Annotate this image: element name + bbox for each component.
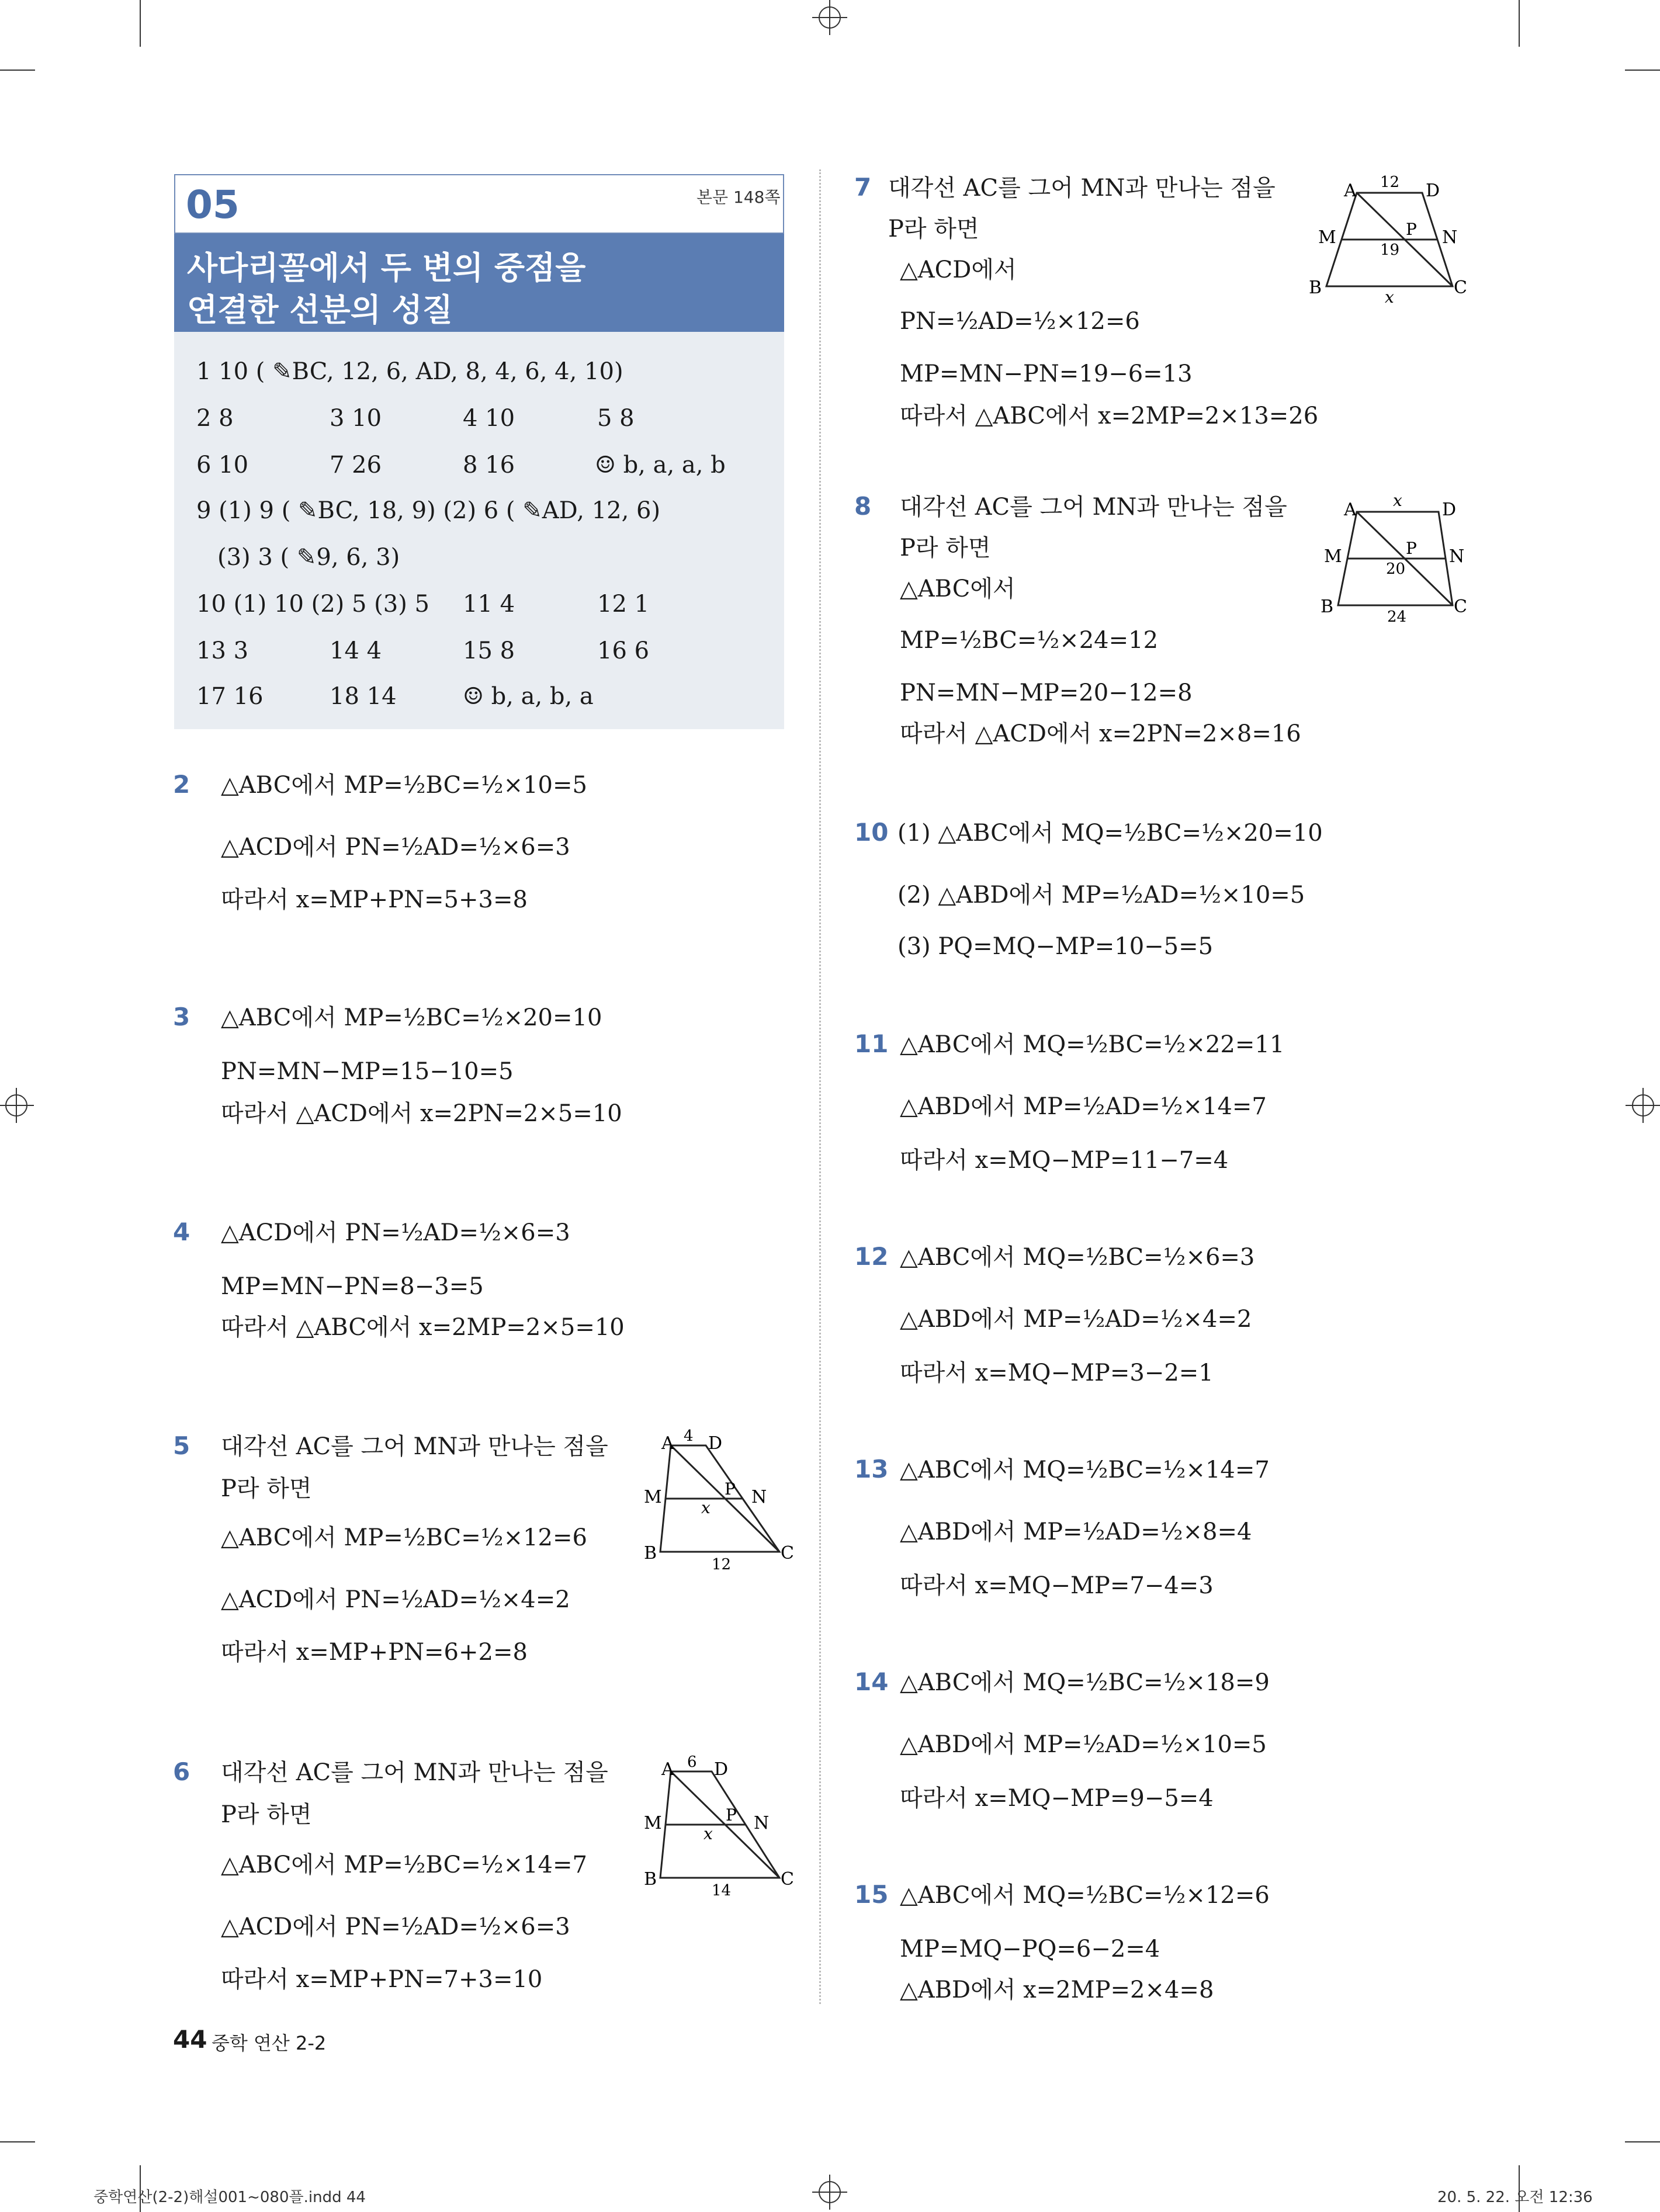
label-d: D (1442, 500, 1457, 520)
solution-14-line-2: △ABD에서 MP=½AD=½×10=5 (900, 1731, 1267, 1758)
solution-12-line-2: △ABD에서 MP=½AD=½×4=2 (900, 1306, 1252, 1333)
section-title-line-1: 사다리꼴에서 두 변의 중점을 (187, 249, 586, 286)
label-a: A (661, 1433, 674, 1454)
solution-10-number: 10 (854, 818, 889, 847)
answer-4: 4 10 (463, 405, 515, 432)
label-a: A (661, 1759, 674, 1780)
label-m: M (1318, 227, 1336, 248)
label-d: D (708, 1433, 723, 1454)
label-c: C (1454, 278, 1467, 298)
answer-8: 8 16 (463, 452, 515, 479)
print-date: 20. 5. 22. 오전 12:36 (1437, 2189, 1593, 2206)
solution-5-number: 5 (173, 1431, 190, 1460)
book-title: 중학 연산 2-2 (212, 2032, 327, 2054)
solution-15-line-3: △ABD에서 x=2MP=2×4=8 (900, 1977, 1214, 2003)
label-b: B (644, 1869, 657, 1889)
answer-9: 9 (1) 9 ( ✎BC, 18, 9) (2) 6 ( ✎AD, 12, 6) (196, 497, 661, 524)
solution-3-line-1: △ABC에서 MP=½BC=½×20=10 (221, 1004, 602, 1031)
answer-9-part-3: (3) 3 ( ✎9, 6, 3) (217, 544, 400, 571)
solution-3-number: 3 (173, 1003, 190, 1031)
label-b: B (1321, 597, 1334, 617)
label-b: B (1309, 278, 1322, 298)
solution-11-line-2: △ABD에서 MP=½AD=½×14=7 (900, 1093, 1267, 1120)
smile-note-2: ☺ b, a, b, a (463, 683, 594, 710)
file-name: 중학연산(2-2)해설001~080플.indd 44 (93, 2189, 366, 2206)
top-length: 12 (1380, 174, 1400, 191)
bottom-length: 24 (1387, 608, 1407, 626)
solution-14-line-3: 따라서 x=MQ−MP=9−5=4 (900, 1785, 1214, 1812)
solution-5-line-5: 따라서 x=MP+PN=6+2=8 (221, 1639, 528, 1666)
solution-8-number: 8 (854, 492, 872, 521)
section-title-line-2: 연결한 선분의 성질 (187, 292, 453, 328)
trapezoid-diagram-6 (643, 1752, 795, 1904)
solution-7-line-1: 대각선 AC를 그어 MN과 만나는 점을 (888, 175, 1276, 202)
solution-12-line-3: 따라서 x=MQ−MP=3−2=1 (900, 1360, 1214, 1386)
bottom-length: 12 (712, 1556, 732, 1573)
label-p: P (1406, 539, 1417, 558)
solution-8-line-6: 따라서 △ACD에서 x=2PN=2×8=16 (900, 720, 1301, 747)
label-c: C (781, 1543, 794, 1563)
trapezoid-diagram-5 (643, 1426, 795, 1577)
column-divider (819, 169, 821, 2004)
solution-15-line-2: MP=MQ−PQ=6−2=4 (900, 1936, 1160, 1963)
solution-7-number: 7 (854, 173, 872, 202)
mid-length: x (701, 1498, 711, 1517)
solution-14-line-1: △ABC에서 MQ=½BC=½×18=9 (900, 1669, 1270, 1696)
solution-12-line-1: △ABC에서 MQ=½BC=½×6=3 (900, 1244, 1255, 1271)
solution-2-number: 2 (173, 770, 190, 799)
mid-length: 20 (1386, 560, 1406, 578)
solution-8-line-4: MP=½BC=½×24=12 (900, 627, 1159, 654)
solution-5-line-3: △ABC에서 MP=½BC=½×12=6 (221, 1524, 587, 1551)
solution-6-line-4: △ACD에서 PN=½AD=½×6=3 (221, 1913, 570, 1940)
solution-8-line-3: △ABC에서 (900, 575, 1016, 602)
label-a: A (1344, 181, 1357, 201)
solution-15-number: 15 (854, 1880, 889, 1909)
solution-2-line-3: 따라서 x=MP+PN=5+3=8 (221, 886, 528, 913)
solution-3-line-3: 따라서 △ACD에서 x=2PN=2×5=10 (221, 1100, 622, 1127)
mid-length: 19 (1380, 241, 1400, 259)
answer-17: 17 16 (196, 683, 264, 710)
answer-12: 12 1 (597, 591, 650, 618)
solution-15-line-1: △ABC에서 MQ=½BC=½×12=6 (900, 1882, 1270, 1909)
solution-8-line-5: PN=MN−MP=20−12=8 (900, 679, 1193, 706)
answer-14: 14 4 (330, 637, 382, 664)
solution-6-line-3: △ABC에서 MP=½BC=½×14=7 (221, 1852, 587, 1878)
solution-10-line-1: (1) △ABC에서 MQ=½BC=½×20=10 (897, 820, 1323, 847)
label-p: P (725, 1479, 736, 1499)
label-n: N (751, 1487, 767, 1507)
label-c: C (1454, 597, 1467, 617)
answer-11: 11 4 (463, 591, 515, 618)
label-m: M (644, 1813, 662, 1833)
label-m: M (1324, 546, 1342, 567)
solution-5-line-1: 대각선 AC를 그어 MN과 만나는 점을 (221, 1433, 608, 1460)
bottom-length: 14 (712, 1882, 732, 1899)
mid-length: x (703, 1824, 713, 1843)
answer-2: 2 8 (196, 405, 234, 432)
page-reference: 본문 148쪽 (696, 188, 781, 207)
answer-18: 18 14 (330, 683, 397, 710)
solution-13-number: 13 (854, 1455, 889, 1483)
label-n: N (754, 1813, 770, 1833)
answer-10: 10 (1) 10 (2) 5 (3) 5 (196, 591, 429, 618)
trapezoid-diagram-7 (1306, 169, 1470, 315)
top-length: 4 (684, 1427, 694, 1445)
trapezoid-diagram-8 (1306, 488, 1470, 635)
solution-12-number: 12 (854, 1242, 889, 1271)
solution-5-line-2: P라 하면 (221, 1475, 312, 1502)
solution-4-line-2: MP=MN−PN=8−3=5 (221, 1273, 484, 1300)
label-p: P (726, 1805, 737, 1825)
solution-7-line-4: PN=½AD=½×12=6 (900, 308, 1140, 335)
answer-7: 7 26 (330, 452, 382, 479)
answer-6: 6 10 (196, 452, 249, 479)
answer-16: 16 6 (597, 637, 650, 664)
answer-1: 1 10 ( ✎BC, 12, 6, AD, 8, 4, 6, 4, 10) (196, 358, 623, 385)
page-number: 44 (173, 2025, 207, 2054)
solution-11-line-1: △ABC에서 MQ=½BC=½×22=11 (900, 1031, 1285, 1058)
label-n: N (1442, 227, 1458, 248)
solution-8-line-2: P라 하면 (900, 535, 991, 561)
label-b: B (644, 1543, 657, 1563)
section-number: 05 (186, 182, 240, 227)
solution-4-line-1: △ACD에서 PN=½AD=½×6=3 (221, 1219, 570, 1246)
label-n: N (1449, 546, 1465, 567)
solution-6-number: 6 (173, 1757, 190, 1786)
solution-10-line-3: (3) PQ=MQ−MP=10−5=5 (897, 933, 1214, 960)
solution-5-line-4: △ACD에서 PN=½AD=½×4=2 (221, 1586, 570, 1613)
solution-4-number: 4 (173, 1218, 190, 1246)
answer-15: 15 8 (463, 637, 515, 664)
solution-11-line-3: 따라서 x=MQ−MP=11−7=4 (900, 1147, 1229, 1174)
solution-13-line-2: △ABD에서 MP=½AD=½×8=4 (900, 1518, 1252, 1545)
solution-7-line-6: 따라서 △ABC에서 x=2MP=2×13=26 (900, 403, 1319, 429)
answer-13: 13 3 (196, 637, 249, 664)
top-length: 6 (687, 1753, 697, 1771)
answer-3: 3 10 (330, 405, 382, 432)
label-d: D (1426, 181, 1440, 201)
solution-3-line-2: PN=MN−MP=15−10=5 (221, 1058, 514, 1085)
solution-13-line-1: △ABC에서 MQ=½BC=½×14=7 (900, 1457, 1270, 1483)
label-p: P (1406, 220, 1417, 239)
solution-2-line-1: △ABC에서 MP=½BC=½×10=5 (221, 772, 587, 799)
label-a: A (1344, 500, 1357, 520)
label-d: D (714, 1759, 729, 1780)
solution-6-line-2: P라 하면 (221, 1801, 312, 1828)
solution-6-line-5: 따라서 x=MP+PN=7+3=10 (221, 1966, 543, 1993)
solution-10-line-2: (2) △ABD에서 MP=½AD=½×10=5 (897, 882, 1305, 909)
solution-7-line-2: P라 하면 (888, 216, 979, 242)
smile-note-1: ☺ b, a, a, b (595, 452, 726, 479)
section-header (174, 174, 784, 234)
solution-8-line-1: 대각선 AC를 그어 MN과 만나는 점을 (900, 494, 1287, 521)
solution-14-number: 14 (854, 1667, 889, 1696)
solution-13-line-3: 따라서 x=MQ−MP=7−4=3 (900, 1572, 1214, 1599)
solution-2-line-2: △ACD에서 PN=½AD=½×6=3 (221, 834, 570, 861)
solution-7-line-5: MP=MN−PN=19−6=13 (900, 360, 1193, 387)
bottom-length: x (1385, 287, 1394, 307)
solution-11-number: 11 (854, 1029, 889, 1058)
answer-5: 5 8 (597, 405, 635, 432)
solution-4-line-3: 따라서 △ABC에서 x=2MP=2×5=10 (221, 1314, 625, 1341)
solution-7-line-3: △ACD에서 (900, 256, 1017, 283)
solution-6-line-1: 대각선 AC를 그어 MN과 만나는 점을 (221, 1759, 608, 1786)
label-c: C (781, 1869, 794, 1889)
top-length: x (1393, 491, 1402, 510)
label-m: M (644, 1487, 662, 1507)
